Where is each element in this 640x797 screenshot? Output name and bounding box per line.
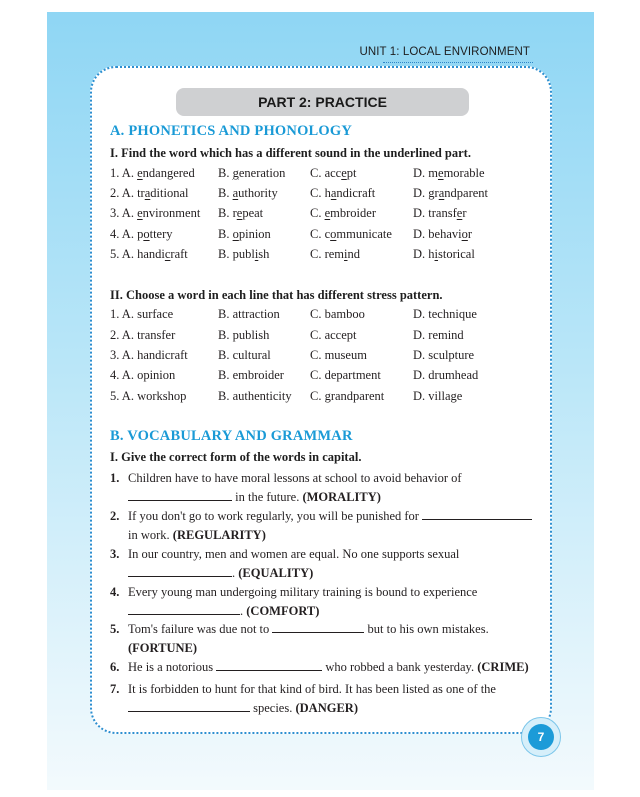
- section-a-part2-instruction: II. Choose a word in each line that has different stress pattern.: [110, 288, 443, 302]
- underlined-sound: e: [236, 206, 243, 220]
- question-number: 6.: [110, 660, 120, 674]
- answer-option[interactable]: C. remind: [310, 247, 361, 261]
- question-text: Tom's failure was due not to: [128, 622, 270, 636]
- answer-option[interactable]: D. sculpture: [413, 348, 475, 362]
- answer-option[interactable]: B. cultural: [218, 348, 271, 362]
- answer-option[interactable]: C. museum: [310, 348, 367, 362]
- answer-option[interactable]: B. generation: [218, 166, 286, 180]
- capital-word: (COMFORT): [246, 603, 320, 618]
- underlined-sound: c: [164, 247, 171, 261]
- question-text-end: in work.: [128, 527, 173, 542]
- question-text: Children have to have moral lessons at school to avoid behavior of: [128, 471, 462, 485]
- question-1: [110, 469, 534, 506]
- answer-option[interactable]: 3. A. handicraft: [110, 348, 188, 362]
- answer-option[interactable]: D. grandparent: [413, 186, 488, 200]
- answer-option[interactable]: D. technique: [413, 307, 477, 321]
- answer-option[interactable]: C. accept: [310, 166, 357, 180]
- question-number: 3.: [110, 547, 120, 561]
- underlined-sound: o: [330, 227, 337, 241]
- question-number: 5.: [110, 622, 120, 636]
- section-a-part1-instruction: I. Find the word which has a different sound in the underlined part.: [110, 146, 471, 160]
- underlined-sound: e: [438, 166, 444, 180]
- capital-word: (EQUALITY): [238, 565, 314, 580]
- answer-option[interactable]: D. memorable: [413, 166, 485, 180]
- answer-option[interactable]: C. department: [310, 368, 381, 382]
- underlined-sound: a: [144, 186, 151, 200]
- question-6: [110, 658, 534, 677]
- underlined-sound: e: [324, 206, 331, 220]
- section-b-title: B. VOCABULARY AND GRAMMAR: [110, 428, 353, 444]
- answer-blank[interactable]: [128, 565, 232, 577]
- answer-option[interactable]: B. publish: [218, 328, 270, 342]
- question-5: [110, 620, 534, 657]
- answer-option[interactable]: 5. A. handicraft: [110, 247, 188, 261]
- underlined-sound: i: [344, 247, 348, 261]
- capital-word: (FORTUNE): [128, 640, 198, 655]
- answer-option[interactable]: 3. A. environment: [110, 206, 201, 220]
- underlined-sound: a: [438, 186, 445, 200]
- answer-option[interactable]: B. repeat: [218, 206, 264, 220]
- underlined-sound: o: [232, 227, 239, 241]
- underlined-sound: g: [232, 166, 239, 180]
- answer-option[interactable]: C. handicraft: [310, 186, 376, 200]
- underlined-sound: i: [254, 247, 259, 261]
- answer-option[interactable]: 2. A. transfer: [110, 328, 176, 342]
- page-number: 7: [528, 724, 554, 750]
- underlined-sound: e: [341, 166, 347, 180]
- capital-word: (DANGER): [295, 700, 358, 715]
- question-text: He is a notorious: [128, 660, 214, 674]
- question-text-end: .: [240, 603, 247, 618]
- question-3: [110, 545, 534, 582]
- section-a-title: A. PHONETICS AND PHONOLOGY: [110, 123, 353, 139]
- question-4: [110, 583, 534, 620]
- answer-blank[interactable]: [128, 603, 240, 615]
- answer-option[interactable]: B. opinion: [218, 227, 271, 241]
- question-text: Every young man undergoing military training is bound to experience: [128, 585, 478, 599]
- question-2: [110, 507, 534, 544]
- question-7: [110, 680, 534, 717]
- question-text-end: in the future.: [232, 489, 303, 504]
- answer-option[interactable]: B. authenticity: [218, 389, 292, 403]
- answer-blank[interactable]: [128, 489, 232, 501]
- answer-option[interactable]: D. drumhead: [413, 368, 479, 382]
- answer-option[interactable]: C. communicate: [310, 227, 392, 241]
- question-text: It is forbidden to hunt for that kind of bird. It has been listed as one of the: [128, 682, 496, 696]
- answer-option[interactable]: C. accept: [310, 328, 357, 342]
- answer-option[interactable]: B. embroider: [218, 368, 284, 382]
- underlined-sound: e: [137, 166, 143, 180]
- section-b-instruction: I. Give the correct form of the words in capital.: [110, 450, 362, 464]
- question-number: 1.: [110, 471, 120, 485]
- question-text-end: .: [232, 565, 239, 580]
- answer-option[interactable]: B. authority: [218, 186, 278, 200]
- answer-option[interactable]: D. transfer: [413, 206, 467, 220]
- question-text: If you don't go to work regularly, you will be punished for: [128, 509, 419, 523]
- capital-word: (REGULARITY): [172, 527, 266, 542]
- answer-option[interactable]: C. embroider: [310, 206, 376, 220]
- answer-option[interactable]: 4. A. opinion: [110, 368, 176, 382]
- underlined-sound: e: [137, 206, 143, 220]
- question-number: 7.: [110, 682, 120, 696]
- answer-option[interactable]: 2. A. traditional: [110, 186, 189, 200]
- capital-word: (MORALITY): [302, 489, 381, 504]
- underlined-sound: e: [456, 206, 463, 220]
- answer-option[interactable]: 1. A. endangered: [110, 166, 195, 180]
- answer-option[interactable]: B. attraction: [218, 307, 280, 321]
- answer-option[interactable]: D. remind: [413, 328, 464, 342]
- answer-option[interactable]: C. bamboo: [310, 307, 365, 321]
- answer-option[interactable]: B. publish: [218, 247, 270, 261]
- question-number: 2.: [110, 509, 120, 523]
- answer-blank[interactable]: [128, 700, 250, 712]
- question-number: 4.: [110, 585, 120, 599]
- answer-option[interactable]: C. grandparent: [310, 389, 385, 403]
- answer-option[interactable]: 1. A. surface: [110, 307, 174, 321]
- question-text: In our country, men and women are equal. No one supports sexual: [128, 547, 460, 561]
- answer-option[interactable]: D. historical: [413, 247, 475, 261]
- unit-header: UNIT 1: LOCAL ENVIRONMENT: [359, 46, 530, 58]
- header-rule: [383, 62, 533, 63]
- answer-option[interactable]: D. behavior: [413, 227, 473, 241]
- answer-blank[interactable]: [272, 621, 364, 633]
- answer-blank[interactable]: [422, 508, 532, 520]
- answer-option[interactable]: 5. A. workshop: [110, 389, 187, 403]
- underlined-sound: a: [232, 186, 239, 200]
- question-text-end: but to his own mistakes.: [364, 622, 489, 636]
- question-text-end: who robbed a bank yesterday.: [322, 660, 478, 674]
- answer-option[interactable]: 4. A. pottery: [110, 227, 173, 241]
- answer-option[interactable]: D. village: [413, 389, 463, 403]
- answer-blank[interactable]: [216, 659, 322, 671]
- underlined-sound: a: [330, 186, 337, 200]
- underlined-sound: o: [461, 227, 468, 241]
- underlined-sound: o: [143, 227, 150, 241]
- question-text-end: species.: [250, 700, 296, 715]
- underlined-sound: i: [434, 247, 439, 261]
- part-banner: PART 2: PRACTICE: [176, 88, 469, 116]
- capital-word: (CRIME): [477, 660, 529, 674]
